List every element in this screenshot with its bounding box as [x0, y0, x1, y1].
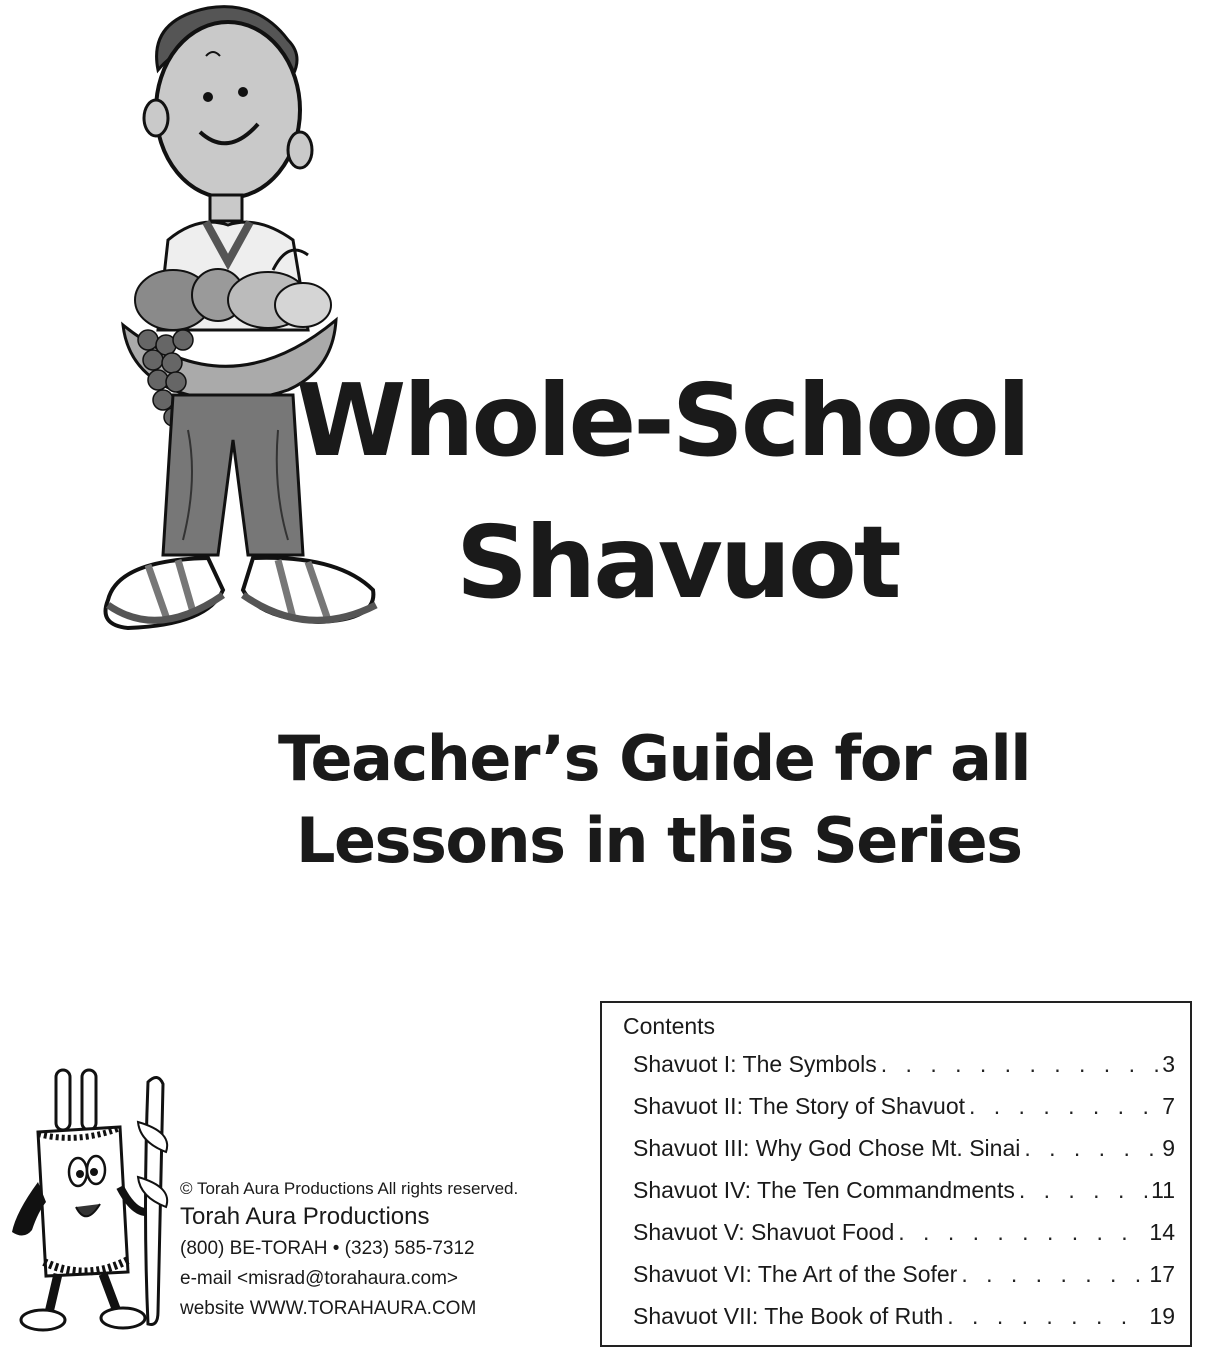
page-title — [296, 350, 1096, 634]
contents-item-title: Shavuot VII: The Book of Ruth — [633, 1303, 944, 1329]
publisher-phone: (800) BE-TORAH • (323) 585-7312 — [180, 1238, 475, 1259]
leader-dots — [969, 1093, 1158, 1120]
leader-dots — [947, 1303, 1145, 1330]
contents-item-page: 17 — [1149, 1261, 1175, 1287]
contents-item-title: Shavuot I: The Symbols — [633, 1051, 877, 1077]
leader-dots — [881, 1051, 1158, 1078]
contents-box — [600, 1001, 1192, 1347]
title-line-2: Shavuot — [456, 504, 899, 621]
contents-item-page: 11 — [1151, 1177, 1175, 1203]
subtitle-line-2: Lessons in this Series — [296, 804, 1022, 877]
contents-item-title: Shavuot III: Why God Chose Mt. Sinai — [633, 1135, 1021, 1161]
leader-dots — [1019, 1177, 1147, 1204]
subtitle — [278, 718, 1108, 882]
leader-dots — [1024, 1135, 1158, 1162]
contents-item-title: Shavuot IV: The Ten Commandments — [633, 1177, 1015, 1203]
contents-item-title: Shavuot II: The Story of Shavuot — [633, 1093, 965, 1119]
subtitle-line-1: Teacher’s Guide for all — [278, 722, 1030, 795]
copyright-notice: © Torah Aura Productions All rights reserved. — [180, 1179, 519, 1198]
contents-item[interactable] — [633, 1261, 1175, 1303]
publisher-website: website WWW.TORAHAURA.COM — [180, 1298, 477, 1319]
contents-item-page: 19 — [1149, 1303, 1175, 1329]
leader-dots — [898, 1219, 1145, 1246]
contents-item-title: Shavuot VI: The Art of the Sofer — [633, 1261, 958, 1287]
publisher-info — [180, 1178, 600, 1324]
torah-scroll-character-illustration — [8, 1062, 178, 1334]
contents-item[interactable] — [633, 1135, 1175, 1177]
contents-item[interactable] — [633, 1219, 1175, 1261]
contents-list — [633, 1051, 1175, 1345]
publisher-name: Torah Aura Productions — [180, 1203, 430, 1230]
contents-item[interactable] — [633, 1051, 1175, 1093]
publisher-email: e-mail <misrad@torahaura.com> — [180, 1268, 459, 1289]
title-line-1: Whole-School — [296, 362, 1028, 479]
contents-item-title: Shavuot V: Shavuot Food — [633, 1219, 895, 1245]
leader-dots — [961, 1261, 1145, 1288]
contents-item[interactable] — [633, 1093, 1175, 1135]
contents-item[interactable] — [633, 1303, 1175, 1345]
contents-item[interactable] — [633, 1177, 1175, 1219]
contents-heading: Contents — [623, 1013, 716, 1039]
contents-item-page: 14 — [1149, 1219, 1175, 1245]
contents-item-page: 7 — [1162, 1093, 1175, 1119]
contents-item-page: 9 — [1162, 1135, 1175, 1161]
contents-item-page: 3 — [1162, 1051, 1175, 1077]
